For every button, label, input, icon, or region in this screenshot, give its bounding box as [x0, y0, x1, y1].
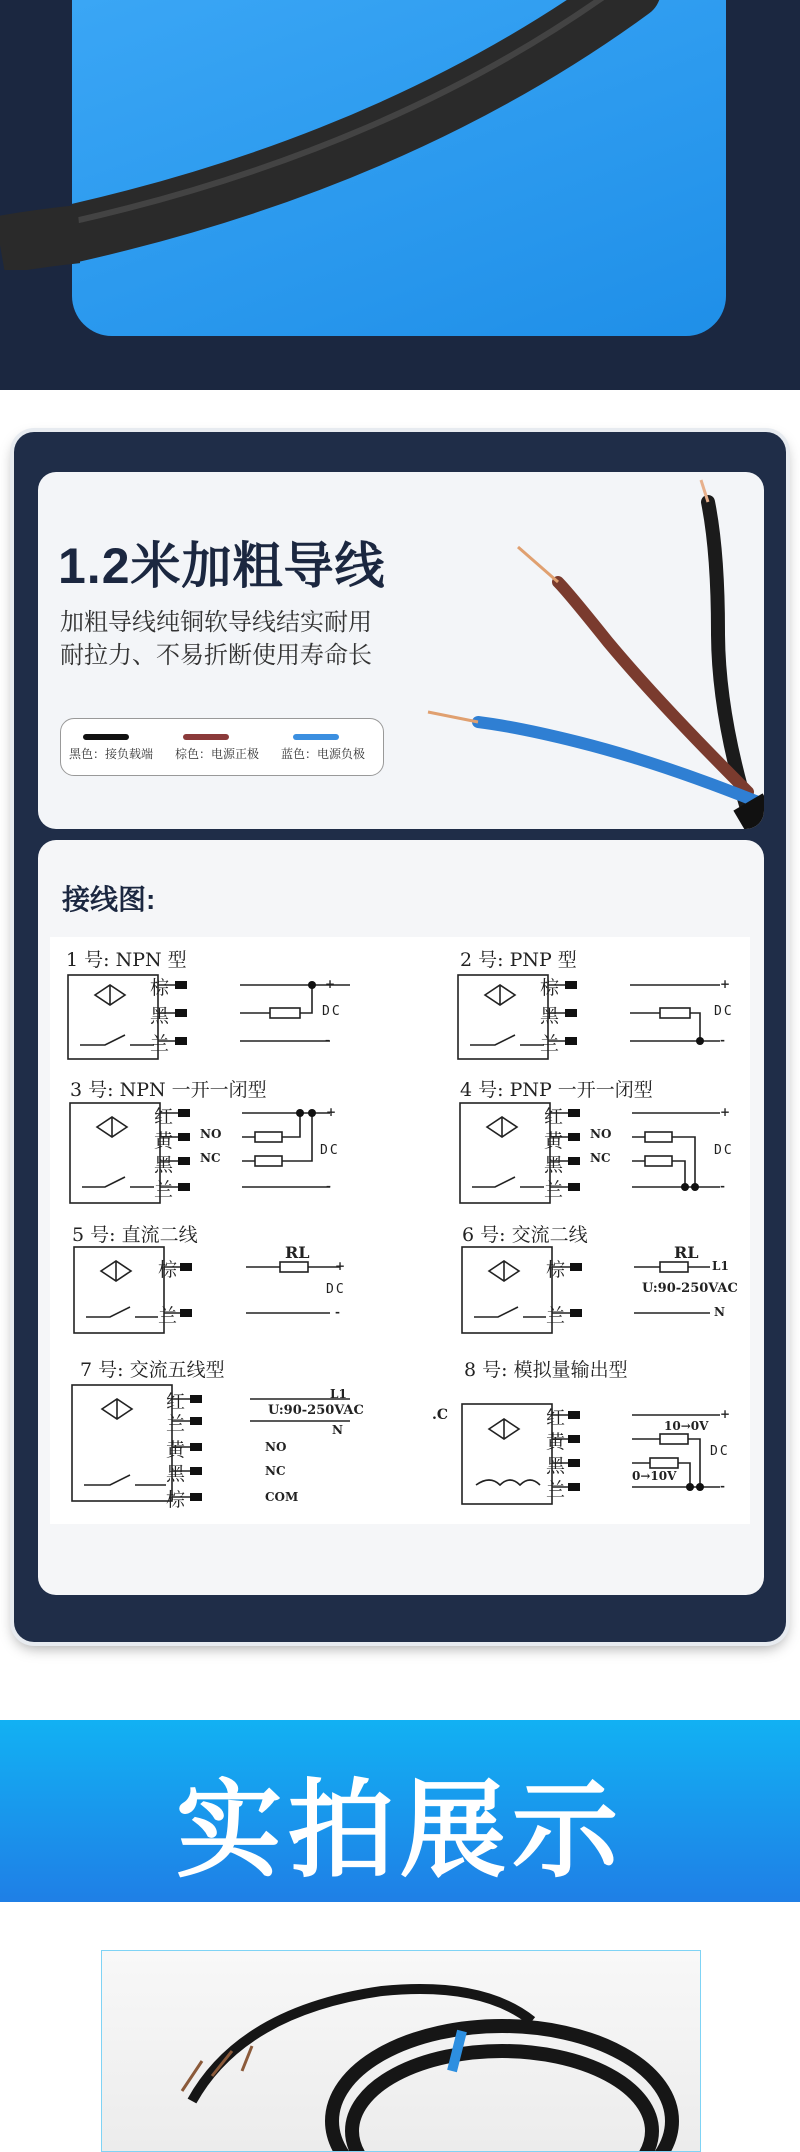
- mark-com-7: COM: [265, 1490, 299, 1504]
- coiled-cable-image: [102, 1951, 700, 2151]
- wire-desc-line1: 加粗导线纯铜软导线结实耐用: [60, 609, 372, 636]
- wire-7-1: 兰: [166, 1413, 186, 1435]
- mark-plus-5: +: [335, 1259, 346, 1273]
- mark-v-8: 10→0V: [664, 1419, 709, 1433]
- product-image-panel: [72, 0, 726, 336]
- mark-nc-3: NC: [200, 1151, 221, 1165]
- mark-dc-8: DC: [710, 1444, 730, 1459]
- wire-7-4: 棕: [166, 1489, 186, 1511]
- mark-ac-6: U:90-250VAC: [642, 1281, 738, 1296]
- wire-4-0: 红: [544, 1106, 564, 1128]
- mark-minus-5: -: [335, 1305, 340, 1319]
- type-label-6: 6 号: 交流二线: [462, 1224, 588, 1246]
- legend-label-blue: 蓝色：电源负极: [281, 747, 366, 761]
- wire-3-2: 黑: [154, 1154, 174, 1176]
- type-label-3: 3 号: NPN 一开一闭型: [70, 1079, 267, 1101]
- wire-2-1: 黑: [540, 1005, 560, 1027]
- product-photo: [101, 1950, 701, 2152]
- wire-4-2: 黑: [544, 1154, 564, 1176]
- wire-7-0: 红: [166, 1391, 186, 1413]
- wire-8-3: 兰: [546, 1479, 566, 1501]
- wire-photo: [418, 472, 764, 829]
- mark-minus-3: -: [326, 1179, 331, 1193]
- mark-rl-6: RL: [674, 1243, 699, 1262]
- wire-6-0: 棕: [546, 1259, 566, 1281]
- legend-swatch-brown: [183, 734, 229, 740]
- wire-1-2: 兰: [150, 1033, 170, 1055]
- mark-ac-7: U:90-250VAC: [268, 1403, 364, 1418]
- mark-minus-2: -: [720, 1033, 725, 1047]
- wire-3-1: 黄: [154, 1130, 174, 1152]
- mark-minus-4: -: [720, 1179, 725, 1193]
- mark-dc-1: DC: [322, 1004, 342, 1019]
- cable-image: [72, 0, 726, 336]
- mark-dc-3: DC: [320, 1143, 340, 1158]
- wire-5-0: 棕: [158, 1259, 178, 1281]
- wire-1-0: 棕: [150, 977, 170, 999]
- mark-dc-2: DC: [714, 1004, 734, 1019]
- legend-swatch-blue: [293, 734, 339, 740]
- type-label-1: 1 号: NPN 型: [66, 949, 187, 971]
- wire-6-1: 兰: [546, 1305, 566, 1327]
- wire-8-0: 红: [546, 1407, 566, 1429]
- mark-minus-8: -: [720, 1479, 725, 1493]
- mark-n-7: N: [332, 1423, 343, 1437]
- type-label-7: 7 号: 交流五线型: [80, 1359, 225, 1381]
- mark-n-6: N: [714, 1305, 725, 1319]
- type-label-4: 4 号: PNP 一开一闭型: [460, 1079, 653, 1101]
- wire-7-2: 黄: [166, 1439, 186, 1461]
- mark-no-7: NO: [265, 1440, 287, 1454]
- mark-plus-8: +: [720, 1407, 731, 1421]
- mark-dc-4: DC: [714, 1143, 734, 1158]
- mark-plus-3: +: [326, 1105, 337, 1119]
- wire-2-2: 兰: [540, 1033, 560, 1055]
- legend-label-brown: 棕色：电源正极: [175, 747, 260, 761]
- wire-3-3: 兰: [154, 1179, 174, 1201]
- mark-nc-7: NC: [265, 1464, 286, 1478]
- type-label-2: 2 号: PNP 型: [460, 949, 577, 971]
- mark-l1-7: L1: [330, 1387, 347, 1401]
- mark-dc-5: DC: [326, 1282, 346, 1297]
- mark-nc-4: NC: [590, 1151, 611, 1165]
- wire-8-1: 黄: [546, 1431, 566, 1453]
- mark-rl-5: RL: [285, 1243, 310, 1262]
- diagram-title: 接线图:: [62, 884, 156, 915]
- mark-l1-6: L1: [712, 1259, 729, 1273]
- wire-title: 1.2米加粗导线: [58, 538, 386, 594]
- type-label-5: 5 号: 直流二线: [72, 1224, 198, 1246]
- mark-plus-4: +: [720, 1105, 731, 1119]
- mark-no-4: NO: [590, 1127, 612, 1141]
- mark-v2-8: 0→10V: [632, 1469, 677, 1483]
- cable-end: [0, 150, 80, 270]
- wire-4-3: 兰: [544, 1179, 564, 1201]
- type-label-8: 8 号: 模拟量输出型: [464, 1359, 628, 1381]
- mark-c-8: .C: [432, 1407, 449, 1423]
- wire-desc-line2: 耐拉力、不易折断使用寿命长: [60, 642, 372, 669]
- banner-title: 实拍展示: [176, 1772, 624, 1890]
- wire-2-0: 棕: [540, 977, 560, 999]
- wire-1-1: 黑: [150, 1005, 170, 1027]
- wire-8-2: 黑: [546, 1455, 566, 1477]
- wire-7-3: 黑: [166, 1463, 186, 1485]
- wire-color-legend: [60, 718, 384, 776]
- legend-label-black: 黑色：接负载端: [69, 747, 154, 761]
- mark-no-3: NO: [200, 1127, 222, 1141]
- mark-minus-1: -: [325, 1033, 330, 1047]
- wiring-diagram: [50, 937, 750, 1524]
- wire-3-0: 红: [154, 1106, 174, 1128]
- wire-5-1: 兰: [158, 1305, 178, 1327]
- legend-swatch-black: [83, 734, 129, 740]
- mark-plus-1: +: [325, 977, 336, 991]
- mark-plus-2: +: [720, 977, 731, 991]
- wire-4-1: 黄: [544, 1130, 564, 1152]
